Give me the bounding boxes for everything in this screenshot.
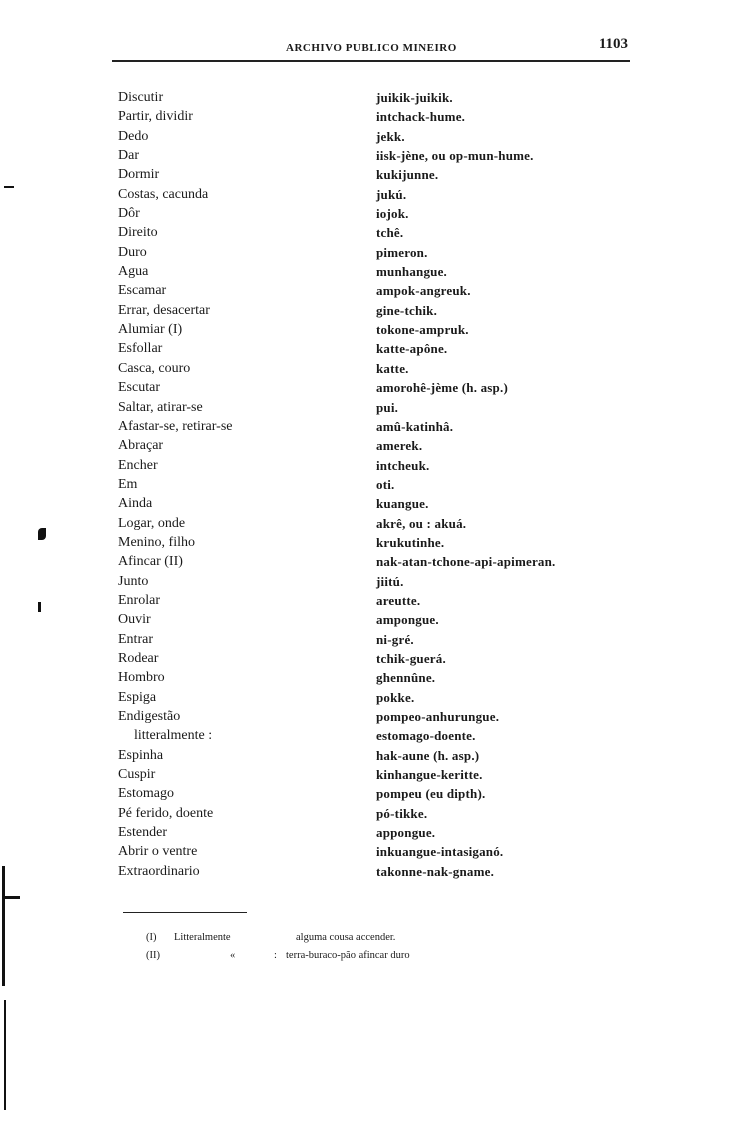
header-rule: [112, 60, 630, 62]
native-term: ni-gré.: [376, 631, 414, 647]
entry-row: [118, 243, 618, 262]
native-term: kuangue.: [376, 496, 429, 512]
vocabulary-list: [118, 88, 618, 881]
portuguese-term: Pé ferido, doente: [118, 805, 214, 821]
native-term: pimeron.: [376, 244, 428, 260]
native-term: estomago-doente.: [376, 728, 476, 744]
native-term: oti.: [376, 476, 395, 492]
portuguese-term: Direito: [118, 225, 158, 241]
scan-mark: [2, 896, 20, 899]
native-term: hak-aune (h. asp.): [376, 747, 480, 763]
native-term: ampongue.: [376, 612, 439, 628]
native-term: tchê.: [376, 225, 404, 241]
native-term: katte-apône.: [376, 341, 448, 357]
portuguese-term: Duro: [118, 244, 147, 260]
native-term: jiitú.: [376, 573, 404, 589]
page-number: 1103: [598, 36, 628, 52]
native-term: tchik-guerá.: [376, 650, 446, 666]
portuguese-term: Enrolar: [118, 592, 160, 608]
portuguese-term: Escamar: [118, 283, 167, 299]
portuguese-term: Junto: [118, 573, 149, 589]
portuguese-term: Abrir o ventre: [118, 844, 198, 860]
portuguese-term: Espinha: [118, 747, 164, 763]
entry-row: [118, 146, 618, 165]
portuguese-term: Em: [118, 476, 138, 492]
native-term: katte.: [376, 360, 409, 376]
entry-row: [118, 533, 618, 552]
entry-row: [118, 204, 618, 223]
native-term: pó-tikke.: [376, 805, 428, 821]
entry-row: [118, 417, 618, 436]
entry-row: [118, 610, 618, 629]
footnote-text: alguma cousa accender.: [296, 932, 396, 943]
entry-row: [118, 223, 618, 242]
native-term: jekk.: [376, 128, 405, 144]
native-term: krukutinhe.: [376, 534, 445, 550]
native-term: inkuangue-intasiganó.: [376, 844, 504, 860]
entry-row: [118, 630, 618, 649]
native-term: amû-katinhâ.: [376, 418, 454, 434]
entry-row: [118, 320, 618, 339]
native-term: ampok-angreuk.: [376, 283, 471, 299]
scan-mark: [4, 186, 14, 188]
footnote-text: terra-buraco-pão afincar duro: [286, 950, 410, 961]
footnote-1: [146, 932, 566, 950]
native-term: ghennûne.: [376, 670, 436, 686]
footnotes: [146, 932, 566, 968]
portuguese-term: Cuspir: [118, 767, 156, 783]
entry-row: [118, 398, 618, 417]
native-term: amerek.: [376, 438, 423, 454]
portuguese-term: Estomago: [118, 786, 174, 802]
portuguese-term: Dar: [118, 148, 139, 164]
native-term: pokke.: [376, 689, 415, 705]
native-term: iojok.: [376, 206, 409, 222]
portuguese-term: Espiga: [118, 689, 157, 705]
entry-row: [118, 514, 618, 533]
entry-row: [118, 591, 618, 610]
entry-row: [118, 339, 618, 358]
entry-row: [118, 127, 618, 146]
native-term: tokone-ampruk.: [376, 322, 469, 338]
entry-row: [118, 494, 618, 513]
entry-row: [118, 862, 618, 881]
portuguese-term: Esfollar: [118, 341, 163, 357]
native-term: nak-atan-tchone-api-apimeran.: [376, 554, 556, 570]
scan-mark: [38, 528, 46, 540]
portuguese-term: Extraordinario: [118, 863, 200, 879]
footnote-mark: (II): [146, 950, 160, 961]
entry-row: [118, 842, 618, 861]
native-term: iisk-jène, ou op-mun-hume.: [376, 148, 534, 164]
portuguese-term: Discutir: [118, 90, 164, 105]
entry-row: [118, 804, 618, 823]
entry-row: [118, 281, 618, 300]
entry-row: [118, 784, 618, 803]
entry-row: [118, 88, 618, 107]
entry-row: [118, 262, 618, 281]
native-term: amorohê-jème (h. asp.): [376, 380, 508, 396]
scan-mark: [2, 866, 5, 986]
portuguese-term: Rodear: [118, 650, 159, 666]
portuguese-term: Agua: [118, 264, 149, 280]
footnote-mark: (I): [146, 932, 157, 943]
portuguese-term: Errar, desacertar: [118, 302, 210, 318]
entry-row: [118, 359, 618, 378]
portuguese-term: litteralmente :: [134, 728, 213, 744]
footnote-separator: :: [274, 950, 277, 961]
entry-row: [118, 185, 618, 204]
scan-mark: [4, 1000, 6, 1110]
native-term: pompeu (eu dipth).: [376, 786, 486, 802]
portuguese-term: Ainda: [118, 496, 153, 512]
portuguese-term: Hombro: [118, 670, 165, 686]
entry-row: [118, 378, 618, 397]
native-term: pui.: [376, 399, 399, 415]
portuguese-term: Partir, dividir: [118, 109, 193, 125]
entry-row: [118, 456, 618, 475]
portuguese-term: Dormir: [118, 167, 160, 183]
native-term: gine-tchik.: [376, 302, 438, 318]
native-term: pompeo-anhurungue.: [376, 709, 500, 724]
footnote-rule: [123, 912, 247, 913]
native-term: kukijunne.: [376, 167, 439, 183]
footnote-2: [146, 950, 566, 968]
native-term: akrê, ou : akuá.: [376, 515, 467, 531]
portuguese-term: Estender: [118, 825, 167, 841]
portuguese-term: Menino, filho: [118, 534, 195, 550]
entry-row: [118, 726, 618, 745]
portuguese-term: Casca, couro: [118, 360, 191, 376]
native-term: jukú.: [376, 186, 407, 202]
footnote-ditto: «: [230, 950, 236, 961]
entry-row: [118, 552, 618, 571]
native-term: intchack-hume.: [376, 109, 466, 125]
entry-row: [118, 765, 618, 784]
entry-row: [118, 668, 618, 687]
portuguese-term: Abraçar: [118, 438, 164, 454]
portuguese-term: Alumiar (I): [118, 322, 183, 338]
native-term: juikik-juikik.: [376, 90, 453, 105]
entry-row: [118, 436, 618, 455]
scan-mark: [38, 602, 41, 612]
portuguese-term: Dôr: [118, 206, 140, 222]
portuguese-term: Costas, cacunda: [118, 186, 209, 202]
portuguese-term: Encher: [118, 457, 158, 473]
portuguese-term: Ouvir: [118, 612, 151, 628]
native-term: kinhangue-keritte.: [376, 767, 483, 783]
portuguese-term: Dedo: [118, 128, 149, 144]
portuguese-term: Entrar: [118, 631, 153, 647]
native-term: takonne-nak-gname.: [376, 863, 495, 879]
portuguese-term: Endigestão: [118, 709, 181, 724]
entry-row: [118, 746, 618, 765]
native-term: munhangue.: [376, 264, 447, 280]
entry-row: [118, 475, 618, 494]
native-term: appongue.: [376, 825, 436, 841]
portuguese-term: Afincar (II): [118, 554, 183, 570]
entry-row: [118, 107, 618, 126]
portuguese-term: Afastar-se, retirar-se: [118, 418, 233, 434]
portuguese-term: Saltar, atirar-se: [118, 399, 203, 415]
entry-row: [118, 707, 618, 726]
portuguese-term: Escutar: [118, 380, 160, 396]
footnote-label: Litteralmente: [174, 932, 231, 943]
running-head: ARCHIVO PUBLICO MINEIRO: [286, 42, 457, 54]
native-term: areutte.: [376, 592, 421, 608]
portuguese-term: Logar, onde: [118, 515, 186, 531]
entry-row: [118, 301, 618, 320]
native-term: intcheuk.: [376, 457, 430, 473]
entry-row: [118, 572, 618, 591]
entry-row: [118, 688, 618, 707]
entry-row: [118, 649, 618, 668]
entry-row: [118, 165, 618, 184]
entry-row: [118, 823, 618, 842]
